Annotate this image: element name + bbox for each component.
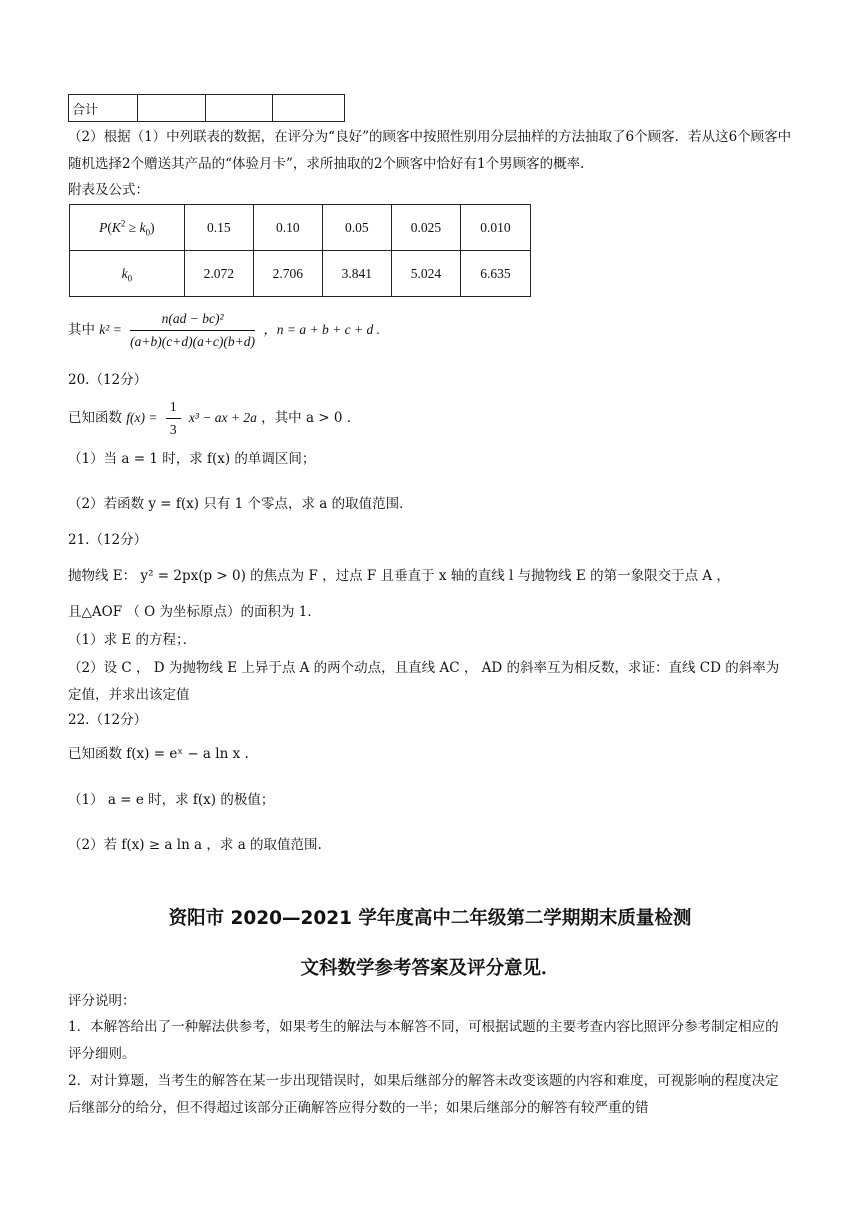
k-value-cell: 2.706 — [253, 251, 322, 297]
total-cell — [272, 95, 344, 122]
q20-frac-num: 1 — [166, 398, 181, 419]
total-cell — [205, 95, 272, 122]
k-value-cell: 6.635 — [460, 251, 530, 297]
answer-key-subtitle: 文科数学参考答案及评分意见． — [300, 958, 560, 979]
q21-line2: 且△AOF （ O 为坐标原点）的面积为 1． — [68, 604, 321, 620]
p-value-cell: 0.10 — [253, 205, 322, 251]
q20-fx: f(x) = — [126, 410, 158, 425]
q22-stem: 已知函数 f(x) = eˣ − a ln x . — [68, 746, 249, 762]
formula-numerator: n(ad − bc)² — [130, 310, 255, 331]
q21-line1: 抛物线 E： y² = 2px(p > 0) 的焦点为 F ，过点 F 且垂直于 x 轴的直线 l 与抛物线 E 的第一象限交于点 A ， — [68, 568, 730, 584]
q20-condition: ，其中 a > 0 . — [261, 410, 352, 426]
p-value-cell: 0.025 — [391, 205, 460, 251]
formula-tail: ，n = a + b + c + d . — [263, 322, 380, 337]
contingency-total-row — [68, 94, 345, 122]
q20-stem-prefix: 已知函数 — [68, 410, 122, 426]
q20-fraction — [166, 398, 181, 439]
scoring-notes-label: 评分说明： — [68, 993, 136, 1009]
scoring-note-2: 2．对计算题，当考生的解答在某一步出现错误时，如果后继部分的解答未改变该题的内容和难度，可视影响的程度决定后继部分的给分，但不得超过该部分正确解答应得分数的一半；如果后继部分的解答有较严重的错 — [68, 1073, 779, 1116]
q19-part2-text: （2）根据（1）中列联表的数据，在评分为“良好”的顾客中按照性别用分层抽样的方法抽取了6个顾客．若从这6个顾客中随机选择2个赠送其产品的“体验月卡”，求所抽取的2个顾客中恰好有1个男顾客的概率． — [68, 129, 792, 172]
k-value-cell: 3.841 — [322, 251, 391, 297]
table-row — [70, 251, 531, 297]
q20-stem — [68, 398, 351, 439]
p-value-cell: 0.010 — [460, 205, 530, 251]
formula-denominator: (a+b)(c+d)(a+c)(b+d) — [130, 334, 256, 349]
chi-square-formula — [68, 306, 380, 354]
q20-header: 20.（12分） — [68, 372, 148, 388]
q20-part1: （1）当 a = 1 时，求 f(x) 的单调区间； — [68, 451, 316, 467]
q21-part2: （2）设 C ， D 为抛物线 E 上异于点 A 的两个动点，且直线 AC ， AD 的斜率互为相反数，求证：直线 CD 的斜率为定值，并求出该定值 — [68, 660, 780, 703]
table-row — [70, 205, 531, 251]
q20-part2: （2）若函数 y = f(x) 只有 1 个零点，求 a 的取值范围． — [68, 496, 413, 512]
k-label-cell: $k_0$ — [70, 251, 185, 297]
q21-part1: （1）求 E 的方程；． — [68, 632, 197, 648]
scoring-note-1: 1．本解答给出了一种解法供参考，如果考生的解法与本解答不同，可根据试题的主要考查内容比照评分参考制定相应的评分细则。 — [68, 1019, 779, 1062]
formula-prefix: 其中 — [68, 322, 95, 338]
answer-key-title: 资阳市 2020—2021 学年度高中二年级第二学期期末质量检测 — [168, 908, 692, 929]
critical-value-table — [69, 204, 531, 297]
q22-part2: （2）若 f(x) ≥ a ln a ，求 a 的取值范围. — [68, 837, 322, 853]
p-label-cell: $P(K^2 \ge k_0)$ — [70, 205, 185, 251]
p-value-cell: 0.05 — [322, 205, 391, 251]
k-value-cell: 5.024 — [391, 251, 460, 297]
k-value-cell: 2.072 — [184, 251, 253, 297]
p-value-cell: 0.15 — [184, 205, 253, 251]
q20-frac-den: 3 — [169, 422, 177, 437]
q22-part1: （1） a = e 时，求 f(x) 的极值； — [68, 792, 275, 808]
appendix-label: 附表及公式： — [68, 182, 149, 198]
q22-header: 22.（12分） — [68, 712, 148, 728]
formula-fraction — [130, 310, 255, 351]
q20-expression: x³ − ax + 2a — [188, 410, 257, 425]
total-label: 合计 — [69, 95, 138, 122]
total-cell — [138, 95, 205, 122]
formula-lhs: k² = — [99, 322, 122, 337]
q21-header: 21.（12分） — [68, 532, 148, 548]
